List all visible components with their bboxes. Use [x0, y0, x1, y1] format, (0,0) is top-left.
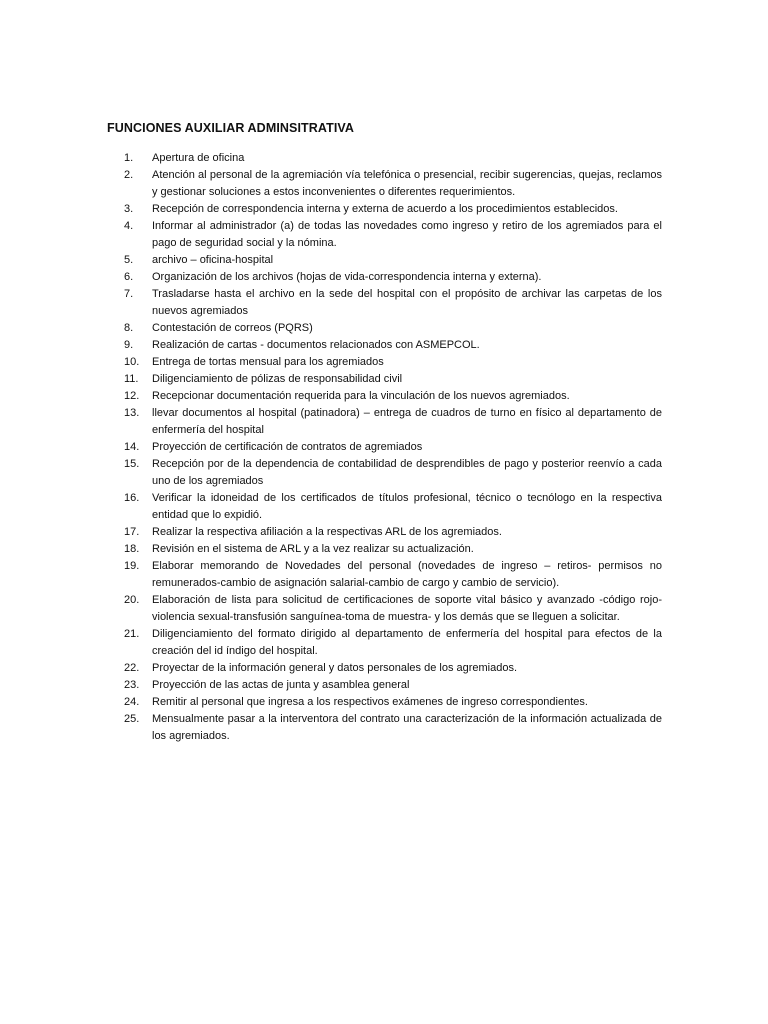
- list-item-number: [107, 524, 152, 541]
- list-item-number-label: 3.: [124, 203, 134, 215]
- list-item-number-label: 12.: [124, 390, 140, 402]
- list-item-number: [107, 218, 152, 235]
- list-item: [107, 388, 662, 405]
- document-title: FUNCIONES AUXILIAR ADMINSITRATIVA: [107, 121, 355, 135]
- list-item: [107, 405, 662, 439]
- list-item: [107, 660, 662, 677]
- list-item-text: Recepcionar documentación requerida para la vinculación de los nuevos agremiados.: [152, 390, 570, 402]
- list-item-number-label: 19.: [124, 560, 140, 572]
- list-item-number: [107, 167, 152, 184]
- list-item: [107, 541, 662, 558]
- list-item-number: [107, 660, 152, 677]
- list-item: [107, 439, 662, 456]
- list-item-number-label: 13.: [124, 407, 140, 419]
- list-item: [107, 167, 662, 201]
- list-item-number-label: 8.: [124, 322, 134, 334]
- list-item-number: [107, 269, 152, 286]
- list-item-number-label: 23.: [124, 679, 140, 691]
- list-item-number-label: 15.: [124, 458, 140, 470]
- list-item-text: Recepción por de la dependencia de contabilidad de desprendibles de pago y posterior reenvío a cada uno de los agremiados: [152, 458, 662, 487]
- list-item-number: [107, 405, 152, 422]
- list-item: [107, 337, 662, 354]
- list-item-text: Realización de cartas - documentos relacionados con ASMEPCOL.: [152, 339, 480, 351]
- list-item-number: [107, 677, 152, 694]
- list-item-text: Recepción de correspondencia interna y externa de acuerdo a los procedimientos establecidos.: [152, 203, 618, 215]
- list-item-number-label: 25.: [124, 713, 140, 725]
- list-item-number: [107, 150, 152, 167]
- list-item-text: llevar documentos al hospital (patinadora) – entrega de cuadros de turno en físico al departamento de enfermería del hospital: [152, 407, 662, 436]
- list-item: [107, 592, 662, 626]
- list-item-number-label: 22.: [124, 662, 140, 674]
- list-item-number-label: 16.: [124, 492, 140, 504]
- list-item: [107, 558, 662, 592]
- list-item: [107, 711, 662, 745]
- list-item-number-label: 24.: [124, 696, 140, 708]
- list-item-number: [107, 252, 152, 269]
- list-item: [107, 677, 662, 694]
- list-item-text: Revisión en el sistema de ARL y a la vez realizar su actualización.: [152, 543, 474, 555]
- list-item-number: [107, 371, 152, 388]
- list-item-number-label: 20.: [124, 594, 140, 606]
- list-item: [107, 252, 662, 269]
- list-item-number-label: 10.: [124, 356, 140, 368]
- list-item: [107, 150, 662, 167]
- list-item-text: Organización de los archivos (hojas de vida-correspondencia interna y externa).: [152, 271, 542, 283]
- list-item-text: Elaboración de lista para solicitud de certificaciones de soporte vital básico y avanzado -código rojo- violencia sexual-transfusión sanguínea-toma de muestra- y los demás que se lleguen a solicitar.: [152, 594, 662, 623]
- list-item-number-label: 5.: [124, 254, 134, 266]
- list-item-number-label: 2.: [124, 169, 134, 181]
- list-item-text: Atención al personal de la agremiación vía telefónica o presencial, recibir sugerencias, quejas, reclamos y gestionar soluciones a estos inconvenientes o diferentes requerimientos.: [152, 169, 662, 198]
- list-item-number: [107, 286, 152, 303]
- list-item-text: Proyectar de la información general y datos personales de los agremiados.: [152, 662, 518, 674]
- list-item: [107, 320, 662, 337]
- list-item-number-label: 7.: [124, 288, 134, 300]
- list-item: [107, 218, 662, 252]
- list-item-text: Diligenciamiento del formato dirigido al departamento de enfermería del hospital para efectos de la creación del id índigo del hospital.: [152, 628, 662, 657]
- list-item-number: [107, 541, 152, 558]
- list-item-number-label: 14.: [124, 441, 140, 453]
- list-item-text: Verificar la idoneidad de los certificados de títulos profesional, técnico o tecnólogo en la respectiva entidad que lo expidió.: [152, 492, 662, 521]
- list-item-text: Realizar la respectiva afiliación a la respectivas ARL de los agremiados.: [152, 526, 502, 538]
- list-item-number: [107, 626, 152, 643]
- list-item: [107, 626, 662, 660]
- list-item-number: [107, 388, 152, 405]
- list-item: [107, 456, 662, 490]
- list-item-number: [107, 201, 152, 218]
- list-item: [107, 354, 662, 371]
- functions-list: [107, 150, 662, 745]
- list-item: [107, 286, 662, 320]
- list-item-text: Proyección de las actas de junta y asamblea general: [152, 679, 410, 691]
- list-item-number-label: 21.: [124, 628, 140, 640]
- list-item-number-label: 11.: [124, 373, 139, 385]
- list-item-text: Entrega de tortas mensual para los agremiados: [152, 356, 384, 368]
- list-item-text: Proyección de certificación de contratos de agremiados: [152, 441, 423, 453]
- list-item: [107, 694, 662, 711]
- list-item-text: Apertura de oficina: [152, 152, 245, 164]
- list-item: [107, 490, 662, 524]
- list-item: [107, 269, 662, 286]
- list-item-text: Diligenciamiento de pólizas de responsabilidad civil: [152, 373, 403, 385]
- list-item-number-label: 4.: [124, 220, 134, 232]
- list-item-number-label: 1.: [124, 152, 134, 164]
- list-item-number: [107, 592, 152, 609]
- list-item: [107, 371, 662, 388]
- list-item-number: [107, 711, 152, 728]
- list-item-number: [107, 337, 152, 354]
- list-item-number-label: 17.: [124, 526, 140, 538]
- list-item-number-label: 9.: [124, 339, 134, 351]
- list-item-number-label: 6.: [124, 271, 134, 283]
- list-item-number: [107, 320, 152, 337]
- list-item-text: Remitir al personal que ingresa a los respectivos exámenes de ingreso correspondientes.: [152, 696, 588, 708]
- list-item: [107, 201, 662, 218]
- list-item-number: [107, 490, 152, 507]
- list-item-number: [107, 558, 152, 575]
- list-item-text: Elaborar memorando de Novedades del personal (novedades de ingreso – retiros- permisos no remunerados-cambio de asignación salarial-cambio de cargo y cambio de servicio).: [152, 560, 662, 589]
- list-item-text: Mensualmente pasar a la interventora del contrato una caracterización de la información actualizada de los agremiados.: [152, 713, 662, 742]
- list-item: [107, 524, 662, 541]
- list-item-number: [107, 439, 152, 456]
- list-item-number-label: 18.: [124, 543, 140, 555]
- list-item-number: [107, 456, 152, 473]
- list-item-number: [107, 354, 152, 371]
- list-item-text: Informar al administrador (a) de todas las novedades como ingreso y retiro de los agremiados para el pago de seguridad social y la nómina.: [152, 220, 662, 249]
- list-item-text: Trasladarse hasta el archivo en la sede del hospital con el propósito de archivar las carpetas de los nuevos agremiados: [152, 288, 662, 317]
- list-item-number: [107, 694, 152, 711]
- list-item-text: archivo – oficina-hospital: [152, 254, 274, 266]
- list-item-text: Contestación de correos (PQRS): [152, 322, 313, 334]
